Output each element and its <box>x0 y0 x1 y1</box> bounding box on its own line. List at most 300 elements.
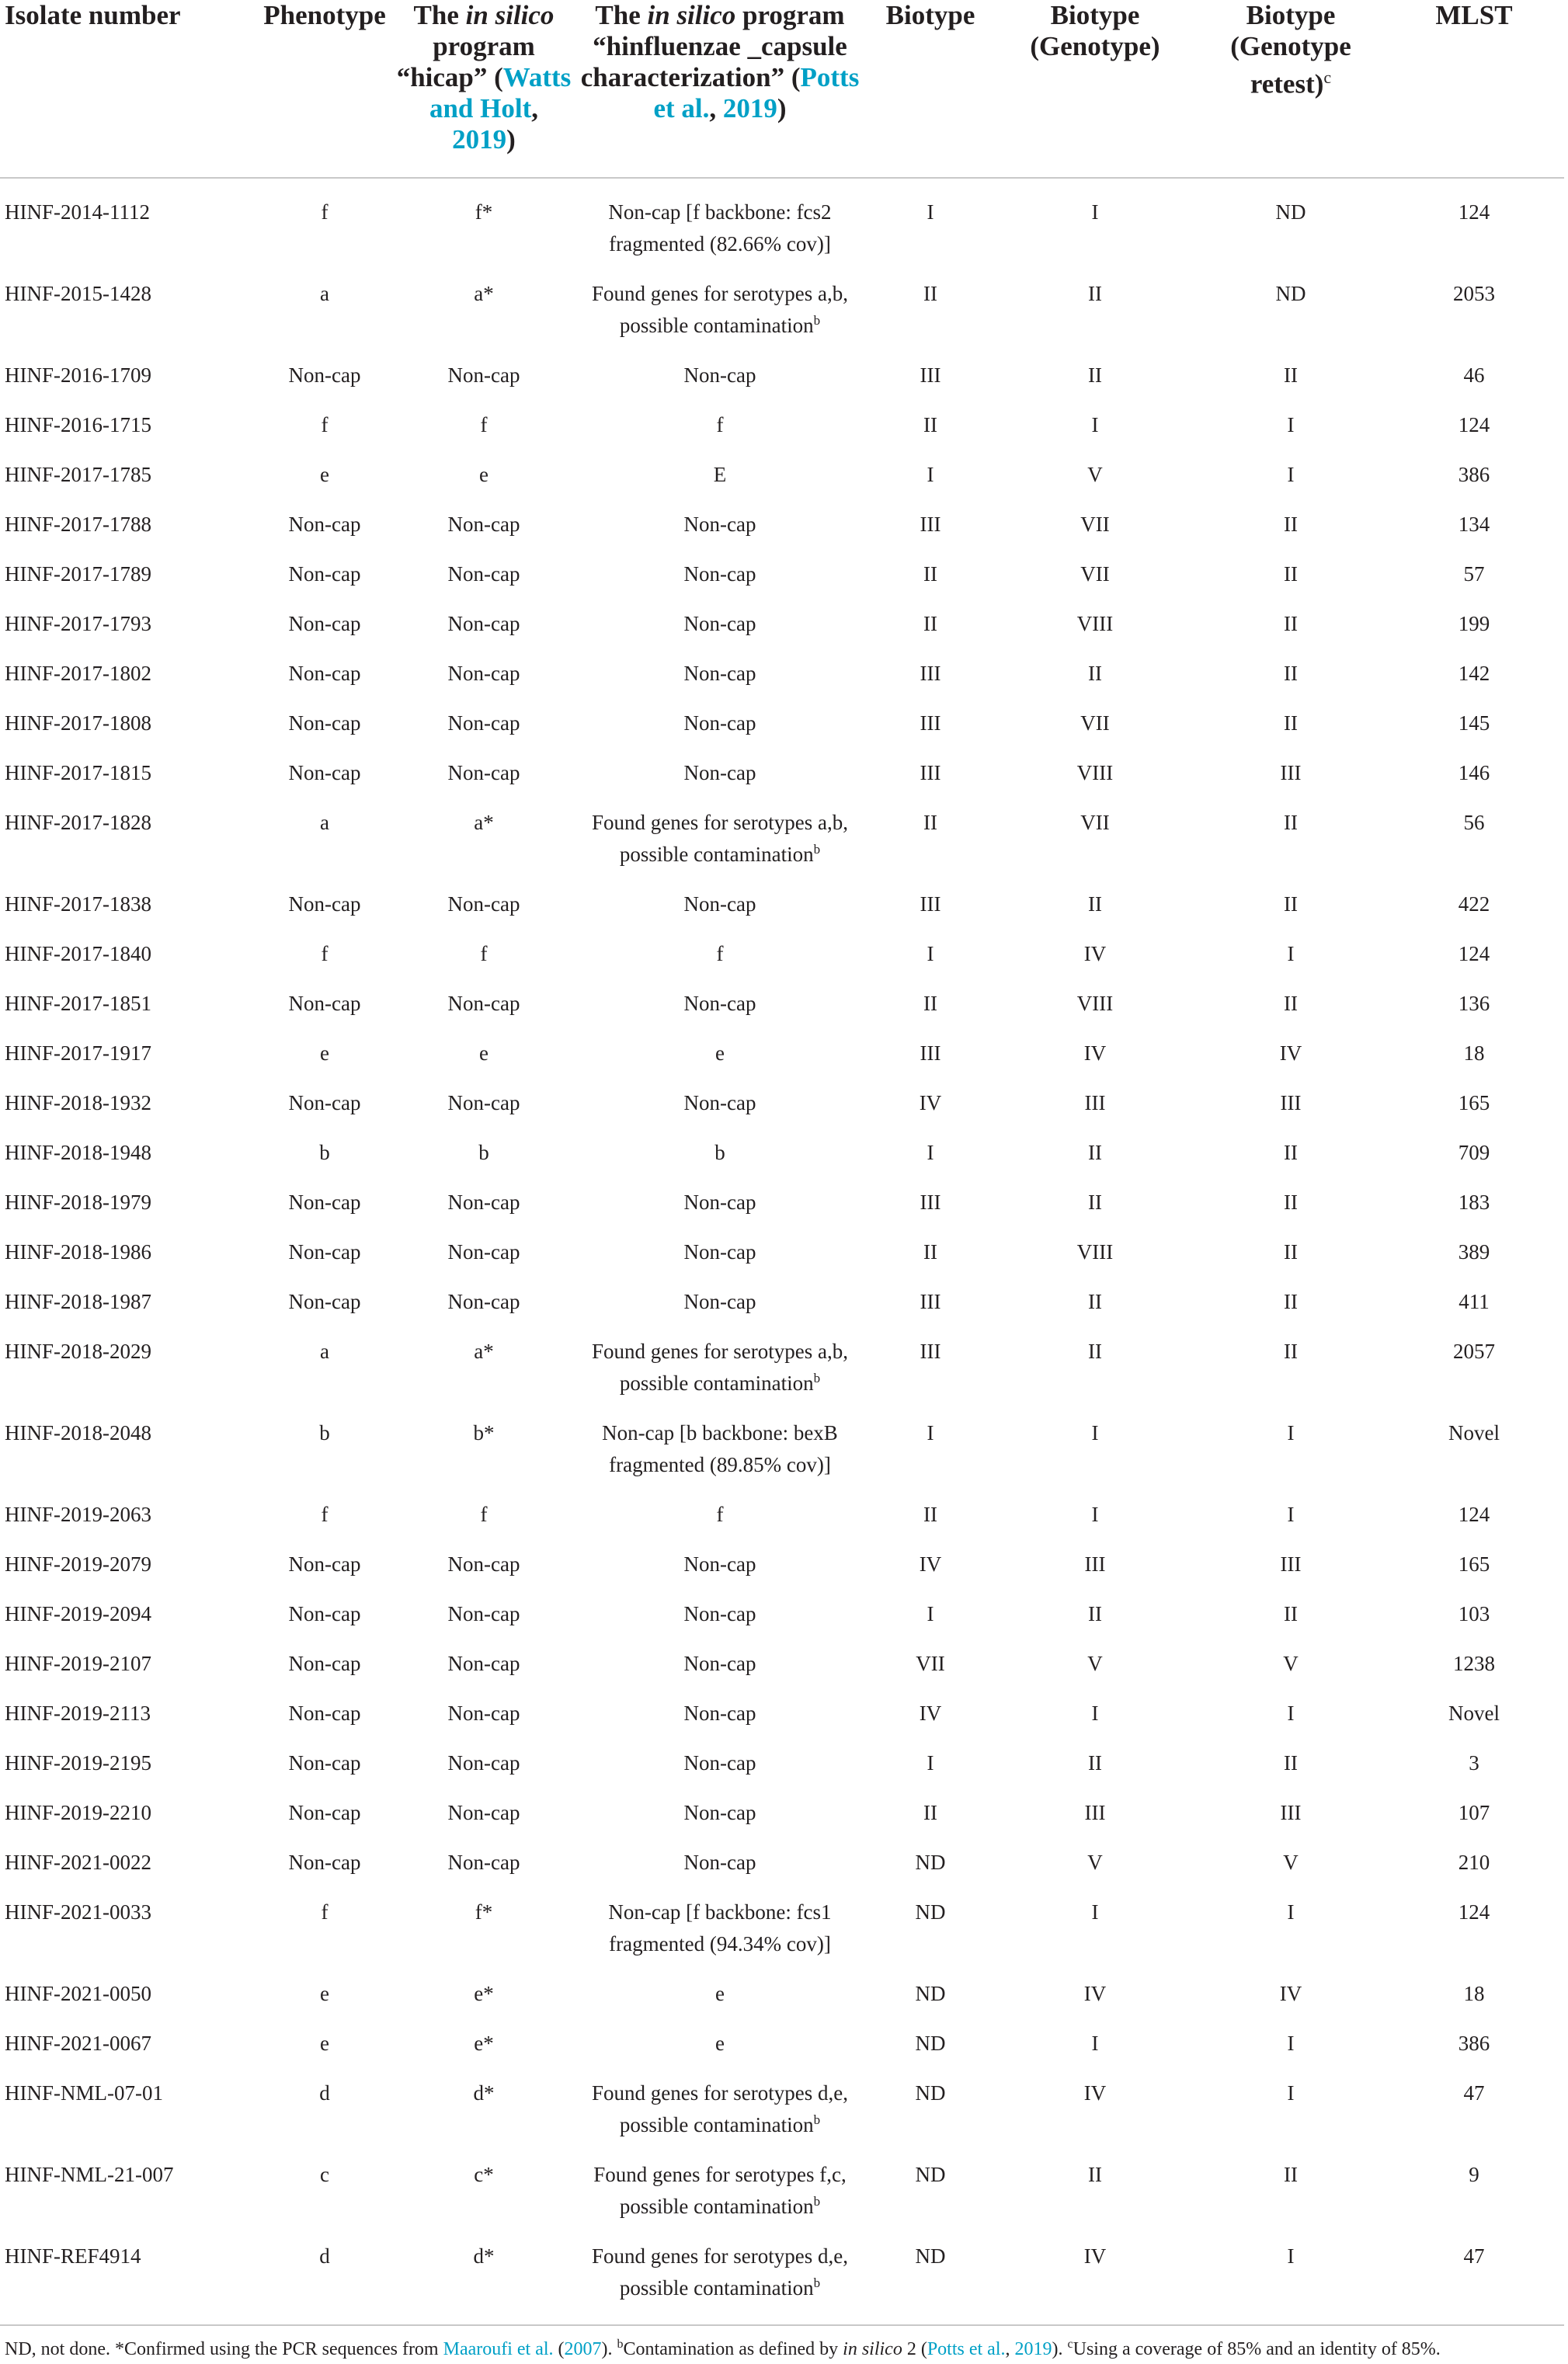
capsule-characterization-text <box>714 1141 725 1164</box>
biotype-genotype-cell: IV <box>1083 942 1107 965</box>
header-hinfluenzae-capsule-link[interactable]: Potts et al. <box>653 62 860 123</box>
phenotype-cell: Non-cap <box>288 1751 361 1775</box>
hicap-cell: c* <box>474 2163 494 2186</box>
biotype-cell: II <box>923 562 937 586</box>
remark-text: Non-cap [f backbone: fcs2 fragmented (82.66% cov)] <box>608 200 832 256</box>
mlst-cell: 124 <box>1458 1900 1490 1924</box>
hicap-cell: f <box>480 1503 488 1526</box>
mlst-cell: 103 <box>1458 1602 1490 1625</box>
capsule-characterization-cell <box>572 1481 868 1531</box>
phenotype-cell: Non-cap <box>288 711 361 735</box>
isolate-number-cell: HINF-2017-1785 <box>5 463 151 486</box>
hicap-cell: Non-cap <box>447 1552 520 1576</box>
hicap-cell: e <box>479 463 488 486</box>
biotype-genotype-cell: II <box>1088 1290 1102 1313</box>
phenotype-cell: b <box>319 1421 330 1444</box>
mlst-cell: 107 <box>1458 1801 1490 1824</box>
header-biotype <box>868 0 993 178</box>
capsule-characterization-cell <box>572 2223 868 2321</box>
remark-text: Non-cap <box>683 513 756 536</box>
isolate-number-cell: HINF-2016-1715 <box>5 413 151 436</box>
biotype-retest-cell: I <box>1287 463 1295 486</box>
header-hinfluenzae-capsule-text: ) <box>777 93 787 123</box>
hicap-cell: f <box>480 942 488 965</box>
footnote-link[interactable]: Maaroufi et al. <box>443 2339 554 2359</box>
biotype-retest-cell: I <box>1287 1503 1295 1526</box>
biotype-retest-cell: III <box>1280 761 1302 784</box>
remark-text: Non-cap [b backbone: bexB fragmented (89.85% cov)] <box>602 1421 838 1476</box>
biotype-cell: II <box>923 1240 937 1264</box>
biotype-cell: II <box>923 811 937 834</box>
biotype-genotype-cell: I <box>1091 1702 1099 1725</box>
table-row <box>0 920 1564 970</box>
isolate-number-cell: HINF-2017-1788 <box>5 513 151 536</box>
footnote-text: ND, not done. *Confirmed using the PCR sequences from <box>5 2339 443 2359</box>
capsule-characterization-cell <box>572 342 868 391</box>
mlst-cell: 183 <box>1458 1191 1490 1214</box>
header-isolate-number <box>0 0 253 178</box>
table-row <box>0 1119 1564 1169</box>
capsule-characterization-cell <box>572 391 868 441</box>
biotype-genotype-cell: I <box>1091 1503 1099 1526</box>
phenotype-cell: Non-cap <box>288 1290 361 1313</box>
remark-text: Non-cap <box>683 992 756 1015</box>
capsule-characterization-text <box>592 282 848 337</box>
table-row <box>0 260 1564 342</box>
phenotype-cell: b <box>319 1141 330 1164</box>
mlst-cell: 210 <box>1458 1851 1490 1874</box>
capsule-characterization-cell <box>572 1399 868 1481</box>
isolate-number-cell: HINF-REF4914 <box>5 2244 141 2268</box>
capsule-characterization-cell <box>572 1829 868 1879</box>
biotype-cell: II <box>923 992 937 1015</box>
table-row <box>0 1020 1564 1069</box>
header-hinfluenzae-capsule-italic: in silico <box>647 0 736 30</box>
footnote-link[interactable]: Potts et al. <box>927 2339 1006 2359</box>
isolate-number-cell: HINF-2019-2210 <box>5 1801 151 1824</box>
biotype-genotype-cell: III <box>1084 1091 1106 1114</box>
biotype-genotype-cell: V <box>1087 1652 1103 1675</box>
biotype-genotype-cell: IV <box>1083 1982 1107 2005</box>
phenotype-cell: f <box>321 200 329 224</box>
isolate-number-cell: HINF-2017-1802 <box>5 662 151 685</box>
remark-text: Non-cap <box>683 562 756 586</box>
phenotype-cell: Non-cap <box>288 992 361 1015</box>
remark-text: f <box>716 1503 724 1526</box>
remark-text: Non-cap <box>683 1240 756 1264</box>
header-hicap <box>396 0 572 178</box>
isolate-number-cell: HINF-2019-2195 <box>5 1751 151 1775</box>
phenotype-cell: f <box>321 942 329 965</box>
phenotype-cell: Non-cap <box>288 363 361 387</box>
biotype-genotype-cell: II <box>1088 363 1102 387</box>
header-hicap-text: , <box>531 93 539 123</box>
capsule-characterization-text <box>714 463 727 486</box>
table-row <box>0 1399 1564 1481</box>
isolate-number-cell: HINF-2018-1987 <box>5 1290 151 1313</box>
table-row <box>0 178 1564 260</box>
mlst-cell: 46 <box>1463 363 1485 387</box>
isolate-number-cell: HINF-2015-1428 <box>5 282 151 305</box>
table-row <box>0 2141 1564 2223</box>
capsule-characterization-text <box>684 1240 756 1264</box>
capsule-characterization-text <box>684 1751 756 1775</box>
hicap-cell: Non-cap <box>447 612 520 635</box>
remark-text: Non-cap <box>683 1751 756 1775</box>
mlst-cell: 136 <box>1458 992 1490 1015</box>
mlst-cell: 2053 <box>1453 282 1495 305</box>
table-header <box>0 0 1564 178</box>
capsule-characterization-text <box>684 1851 756 1874</box>
phenotype-cell: a <box>320 811 329 834</box>
biotype-retest-cell: II <box>1284 1290 1298 1313</box>
remark-text: Non-cap <box>683 612 756 635</box>
biotype-cell: I <box>927 463 934 486</box>
capsule-characterization-text <box>684 1552 756 1576</box>
capsule-characterization-text <box>684 892 756 916</box>
footnote-text: Contamination as defined by <box>623 2339 843 2359</box>
capsule-characterization-cell <box>572 1531 868 1580</box>
mlst-cell: 124 <box>1458 200 1490 224</box>
capsule-characterization-text <box>684 1652 756 1675</box>
mlst-cell: 389 <box>1458 1240 1490 1264</box>
remark-text: Non-cap <box>683 761 756 784</box>
remark-text: Found genes for serotypes a,b, possible contamination <box>592 1340 848 1395</box>
remark-text: Non-cap <box>683 1602 756 1625</box>
header-mlst <box>1384 0 1564 178</box>
biotype-retest-cell: V <box>1283 1652 1299 1675</box>
biotype-cell: II <box>923 282 937 305</box>
biotype-retest-cell: II <box>1284 1340 1298 1363</box>
mlst-cell: 199 <box>1458 612 1490 635</box>
header-biotype-genotype <box>993 0 1198 178</box>
hicap-cell: Non-cap <box>447 892 520 916</box>
header-hinfluenzae-capsule-text: program “hinfluenzae _capsule characterization” ( <box>580 0 847 92</box>
isolate-number-cell: HINF-2021-0050 <box>5 1982 151 2005</box>
biotype-cell: III <box>920 1290 941 1313</box>
hicap-cell: Non-cap <box>447 1702 520 1725</box>
hicap-cell: f* <box>475 1900 493 1924</box>
phenotype-cell: f <box>321 413 329 436</box>
footnote-italic: in silico <box>843 2339 902 2359</box>
biotype-genotype-cell: II <box>1088 1141 1102 1164</box>
phenotype-cell: e <box>320 1982 329 2005</box>
hicap-cell: Non-cap <box>447 1290 520 1313</box>
table-row <box>0 2060 1564 2141</box>
isolate-number-cell: HINF-2021-0067 <box>5 2032 151 2055</box>
header-hicap-link[interactable]: Watts and Holt <box>429 62 572 123</box>
phenotype-cell: c <box>320 2163 329 2186</box>
phenotype-cell: Non-cap <box>288 1702 361 1725</box>
phenotype-cell: Non-cap <box>288 1801 361 1824</box>
biotype-genotype-cell: II <box>1088 1191 1102 1214</box>
isolate-number-cell: HINF-2017-1815 <box>5 761 151 784</box>
mlst-cell: 18 <box>1463 1982 1485 2005</box>
biotype-genotype-cell: II <box>1088 662 1102 685</box>
capsule-characterization-cell <box>572 920 868 970</box>
capsule-characterization-text <box>592 2244 848 2300</box>
capsule-characterization-text <box>592 1340 848 1395</box>
mlst-cell: 386 <box>1458 463 1490 486</box>
mlst-cell: 142 <box>1458 662 1490 685</box>
table-row <box>0 541 1564 590</box>
header-biotype-genotype-retest-text: Biotype (Genotype retest) <box>1230 0 1351 99</box>
table-footnote <box>5 2335 1558 2364</box>
isolate-number-cell: HINF-NML-21-007 <box>5 2163 174 2186</box>
capsule-characterization-text <box>684 711 756 735</box>
header-row <box>0 0 1564 178</box>
mlst-cell: 124 <box>1458 1503 1490 1526</box>
footnote-text: ). <box>1052 2339 1068 2359</box>
table-row <box>0 441 1564 491</box>
phenotype-cell: e <box>320 1041 329 1065</box>
biotype-cell: VII <box>916 1652 945 1675</box>
header-hinfluenzae-capsule-text: The <box>595 0 648 30</box>
biotype-retest-cell: II <box>1284 811 1298 834</box>
table-row <box>0 1630 1564 1680</box>
phenotype-cell: Non-cap <box>288 892 361 916</box>
capsule-characterization-cell <box>572 640 868 690</box>
remark-text: b <box>714 1141 725 1164</box>
biotype-retest-cell: II <box>1284 892 1298 916</box>
hicap-cell: Non-cap <box>447 662 520 685</box>
biotype-retest-cell: II <box>1284 1240 1298 1264</box>
capsule-characterization-cell <box>572 2010 868 2060</box>
biotype-cell: II <box>923 413 937 436</box>
biotype-cell: III <box>920 892 941 916</box>
capsule-characterization-cell <box>572 1169 868 1219</box>
biotype-retest-cell: II <box>1284 513 1298 536</box>
phenotype-cell: Non-cap <box>288 612 361 635</box>
capsule-characterization-cell <box>572 441 868 491</box>
phenotype-cell: Non-cap <box>288 1191 361 1214</box>
capsule-characterization-cell <box>572 1879 868 1960</box>
remark-text: Non-cap <box>683 1652 756 1675</box>
table-row <box>0 1730 1564 1779</box>
phenotype-cell: d <box>319 2081 330 2105</box>
isolate-number-cell: HINF-2019-2113 <box>5 1702 151 1725</box>
isolate-number-cell: HINF-2017-1789 <box>5 562 151 586</box>
remark-text: Non-cap <box>683 1290 756 1313</box>
capsule-characterization-text <box>684 1091 756 1114</box>
header-hinfluenzae-capsule-link[interactable]: 2019 <box>722 93 777 123</box>
hicap-cell: Non-cap <box>447 1751 520 1775</box>
biotype-retest-cell: ND <box>1275 282 1306 305</box>
remark-text: Found genes for serotypes d,e, possible contamination <box>592 2244 848 2300</box>
isolate-number-cell: HINF-2014-1112 <box>5 200 150 224</box>
biotype-cell: IV <box>919 1552 942 1576</box>
biotype-cell: III <box>920 363 941 387</box>
footnote-text: 2 ( <box>902 2339 927 2359</box>
remark-text: f <box>716 942 724 965</box>
remark-text: Non-cap <box>683 711 756 735</box>
capsule-characterization-text <box>715 1982 725 2005</box>
phenotype-cell: Non-cap <box>288 662 361 685</box>
capsule-characterization-text <box>684 1801 756 1824</box>
mlst-cell: 134 <box>1458 513 1490 536</box>
biotype-genotype-cell: II <box>1088 282 1102 305</box>
biotype-cell: ND <box>915 2163 946 2186</box>
biotype-retest-cell: III <box>1280 1091 1302 1114</box>
mlst-cell: 145 <box>1458 711 1490 735</box>
mlst-cell: 124 <box>1458 942 1490 965</box>
biotype-genotype-cell: II <box>1088 1340 1102 1363</box>
biotype-retest-cell: III <box>1280 1801 1302 1824</box>
table-row <box>0 871 1564 920</box>
capsule-characterization-text <box>602 1421 838 1476</box>
table-row <box>0 1779 1564 1829</box>
mlst-cell: 165 <box>1458 1552 1490 1576</box>
hicap-cell: f* <box>475 200 493 224</box>
biotype-retest-cell: II <box>1284 1191 1298 1214</box>
remark-text: e <box>715 2032 725 2055</box>
biotype-cell: III <box>920 1340 941 1363</box>
hicap-cell: e* <box>474 2032 494 2055</box>
biotype-retest-cell: II <box>1284 363 1298 387</box>
biotype-genotype-cell: I <box>1091 1900 1099 1924</box>
remark-text: Found genes for serotypes a,b, possible contamination <box>592 282 848 337</box>
capsule-characterization-cell <box>572 1960 868 2010</box>
phenotype-cell: e <box>320 2032 329 2055</box>
mlst-cell: 57 <box>1463 562 1485 586</box>
capsule-characterization-cell <box>572 690 868 739</box>
biotype-genotype-cell: VIII <box>1076 992 1114 1015</box>
biotype-cell: III <box>920 1041 941 1065</box>
biotype-cell: ND <box>915 1982 946 2005</box>
biotype-genotype-cell: VII <box>1080 711 1110 735</box>
mlst-cell: 1238 <box>1453 1652 1495 1675</box>
table-row <box>0 1879 1564 1960</box>
isolate-number-cell: HINF-2017-1828 <box>5 811 151 834</box>
footnote-divider <box>0 2324 1564 2326</box>
remark-superscript: b <box>813 313 821 328</box>
header-hicap-text: program “hicap” ( <box>396 31 535 92</box>
remark-text: Non-cap <box>683 1851 756 1874</box>
capsule-characterization-cell <box>572 1119 868 1169</box>
hicap-cell: b* <box>473 1421 495 1444</box>
biotype-cell: ND <box>915 2032 946 2055</box>
isolate-number-cell: HINF-2019-2063 <box>5 1503 151 1526</box>
isolate-number-cell: HINF-2019-2094 <box>5 1602 151 1625</box>
footnote-link[interactable]: 2019 <box>1014 2339 1052 2359</box>
capsule-characterization-cell <box>572 1580 868 1630</box>
biotype-cell: I <box>927 942 934 965</box>
biotype-retest-cell: II <box>1284 562 1298 586</box>
table-row <box>0 2010 1564 2060</box>
hicap-cell: f <box>480 413 488 436</box>
biotype-cell: III <box>920 1191 941 1214</box>
biotype-cell: II <box>923 1503 937 1526</box>
capsule-characterization-cell <box>572 1630 868 1680</box>
table-row <box>0 1318 1564 1399</box>
remark-superscript: b <box>813 1371 821 1385</box>
phenotype-cell: Non-cap <box>288 1091 361 1114</box>
table-row <box>0 1960 1564 2010</box>
biotype-retest-cell: IV <box>1279 1041 1302 1065</box>
hicap-cell: Non-cap <box>447 1602 520 1625</box>
footnote-link[interactable]: 2007 <box>564 2339 602 2359</box>
biotype-cell: ND <box>915 2244 946 2268</box>
capsule-characterization-text <box>684 363 756 387</box>
biotype-cell: III <box>920 513 941 536</box>
biotype-cell: I <box>927 1602 934 1625</box>
isolate-number-cell: HINF-2017-1917 <box>5 1041 151 1065</box>
biotype-genotype-cell: I <box>1091 2032 1099 2055</box>
phenotype-cell: Non-cap <box>288 513 361 536</box>
biotype-genotype-cell: VIII <box>1076 612 1114 635</box>
hicap-cell: Non-cap <box>447 513 520 536</box>
phenotype-cell: Non-cap <box>288 1851 361 1874</box>
capsule-characterization-text <box>684 1602 756 1625</box>
header-hicap-text: ) <box>506 124 516 155</box>
remark-text: Non-cap <box>683 1091 756 1114</box>
phenotype-cell: d <box>319 2244 330 2268</box>
hicap-cell: Non-cap <box>447 1801 520 1824</box>
isolate-number-cell: HINF-2018-1932 <box>5 1091 151 1114</box>
capsule-characterization-text <box>684 513 756 536</box>
hicap-cell: e* <box>474 1982 494 2005</box>
phenotype-cell: Non-cap <box>288 1552 361 1576</box>
biotype-retest-cell: IV <box>1279 1982 1302 2005</box>
capsule-characterization-cell <box>572 789 868 871</box>
capsule-characterization-cell <box>572 871 868 920</box>
remark-text: Non-cap [f backbone: fcs1 fragmented (94.34% cov)] <box>608 1900 832 1956</box>
capsule-characterization-text <box>608 1900 831 1956</box>
mlst-cell: Novel <box>1448 1702 1500 1725</box>
biotype-retest-cell: I <box>1287 942 1295 965</box>
capsule-characterization-cell <box>572 491 868 541</box>
header-hicap-text: The <box>413 0 466 30</box>
hicap-cell: e <box>479 1041 488 1065</box>
header-hicap-link[interactable]: 2019 <box>452 124 507 155</box>
table-row <box>0 789 1564 871</box>
remark-text: Non-cap <box>683 1702 756 1725</box>
hicap-cell: b <box>478 1141 489 1164</box>
isolate-number-cell: HINF-2018-1979 <box>5 1191 151 1214</box>
biotype-genotype-cell: II <box>1088 1602 1102 1625</box>
hicap-cell: Non-cap <box>447 992 520 1015</box>
biotype-retest-cell: I <box>1287 2032 1295 2055</box>
biotype-genotype-cell: I <box>1091 200 1099 224</box>
hicap-cell: d* <box>473 2244 495 2268</box>
mlst-cell: 9 <box>1469 2163 1479 2186</box>
mlst-cell: 56 <box>1463 811 1485 834</box>
header-biotype-text: Biotype <box>885 0 975 30</box>
capsule-characterization-cell <box>572 1020 868 1069</box>
biotype-genotype-cell: IV <box>1083 2244 1107 2268</box>
mlst-cell: 47 <box>1463 2081 1485 2105</box>
footnote-superscript: c <box>1067 2338 1073 2351</box>
mlst-cell: 124 <box>1458 413 1490 436</box>
hicap-cell: Non-cap <box>447 1091 520 1114</box>
mlst-cell: 411 <box>1458 1290 1490 1313</box>
capsule-characterization-cell <box>572 590 868 640</box>
isolate-number-cell: HINF-2017-1793 <box>5 612 151 635</box>
remark-superscript: b <box>813 842 821 857</box>
hicap-cell: Non-cap <box>447 761 520 784</box>
hicap-cell: Non-cap <box>447 1191 520 1214</box>
remark-text: Non-cap <box>683 1191 756 1214</box>
table-row <box>0 1069 1564 1119</box>
phenotype-cell: Non-cap <box>288 562 361 586</box>
hicap-cell: Non-cap <box>447 562 520 586</box>
table-row <box>0 2223 1564 2321</box>
isolate-number-cell: HINF-2018-2048 <box>5 1421 151 1444</box>
header-phenotype-text: Phenotype <box>263 0 386 30</box>
header-hinfluenzae-capsule <box>572 0 868 178</box>
biotype-genotype-cell: VIII <box>1076 761 1114 784</box>
header-mlst-text: MLST <box>1435 0 1513 30</box>
